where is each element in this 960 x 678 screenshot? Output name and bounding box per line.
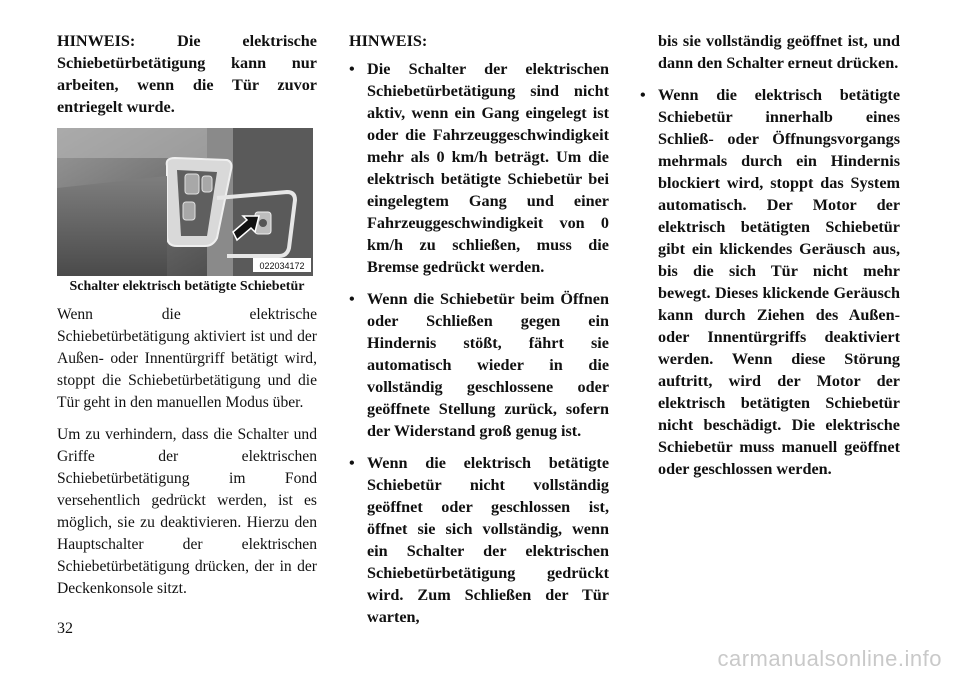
figure-caption: Schalter elektrisch betätigte Schiebetür: [69, 279, 305, 294]
note-heading: HINWEIS:: [349, 32, 428, 50]
sliding-door-switch-photo: [57, 128, 313, 276]
note-bullet-list: [349, 58, 609, 628]
bullet-text: Die Schalter der elektrischen Schiebetürbetätigung sind nicht aktiv, wenn ein Gang eingelegt ist oder die Fahrzeuggeschwindigkeit mehr als 0 km/h beträgt. Um die elektrisch betätigte Schiebetür bei eingelegtem Gang und einer Fahrzeuggeschwindigkeit von 0 km/h zu schließen, muss die Bremse gedrückt werden.: [367, 60, 609, 276]
list-item: [640, 84, 900, 480]
bullet-icon: •: [640, 86, 646, 104]
figure-code: 022034172: [259, 261, 305, 271]
list-item: [349, 452, 609, 628]
list-item: [349, 58, 609, 278]
list-item: [349, 288, 609, 442]
bullet-text: Wenn die elektrisch betätigte Schiebetür innerhalb eines Schließ- oder Öffnungsvorgangs mehrmals durch ein Hindernis blockiert wird, stoppt das System automatisch. Der Motor der elektrisch betätigten Schiebetür gibt ein klickendes Geräusch aus, bis die sich Tür nicht mehr bewegt. Dieses klickende Geräusch kann durch Ziehen des Außen- oder Innentürgriffs deaktiviert werden. Wenn diese Störung auftritt, wird der Motor der elektrisch betätigten Schiebetür nicht beschädigt. Die elektrische Schiebetür muss manuell geöffnet oder geschlossen werden.: [658, 86, 900, 478]
door-panel-illustration: [57, 128, 313, 276]
bullet-icon: •: [349, 60, 355, 78]
bullet-icon: •: [349, 290, 355, 308]
column-middle: [349, 30, 609, 638]
paragraph-deactivate: Um zu verhindern, dass die Schalter und Griffe der elektrischen Schiebetürbetätigung im Fond versehentlich gedrückt werden, ist es möglich, sie zu deaktivieren. Hierzu den Hauptschalter der elektrischen Schiebetürbetätigung drücken, der in der Deckenkonsole sitzt.: [57, 426, 317, 597]
column-left: [57, 30, 317, 610]
column-right: [640, 30, 900, 490]
warning-note: HINWEIS: Die elektrische Schiebetürbetätigung kann nur arbeiten, wenn die Tür zuvor entriegelt wurde.: [57, 32, 317, 116]
paragraph-manual-mode: Wenn die elektrische Schiebetürbetätigung aktiviert ist und der Außen- oder Innentürgriff betätigt wird, stoppt die Schiebetürbetätigung und die Tür geht in den manuellen Modus über.: [57, 306, 317, 411]
bullet-text: Wenn die elektrisch betätigte Schiebetür nicht vollständig geöffnet oder geschlossen ist, öffnet sie sich vollständig, wenn ein Schalter der elektrischen Schiebetürbetätigung gedrückt wird. Zum Schließen der Tür warten,: [367, 454, 609, 626]
bullet-icon: •: [349, 454, 355, 472]
note-bullet-list-continued: [640, 84, 900, 480]
bullet-continuation: bis sie vollständig geöffnet ist, und dann den Schalter erneut drücken.: [658, 32, 900, 72]
watermark: carmanualsonline.info: [717, 646, 942, 671]
bullet-text: Wenn die Schiebetür beim Öffnen oder Schließen gegen ein Hindernis stößt, fährt sie automatisch wieder in die vollständig geschlossene oder geöffnete Stellung zurück, sofern der Widerstand groß genug ist.: [367, 290, 609, 440]
page-number: 32: [57, 620, 73, 637]
